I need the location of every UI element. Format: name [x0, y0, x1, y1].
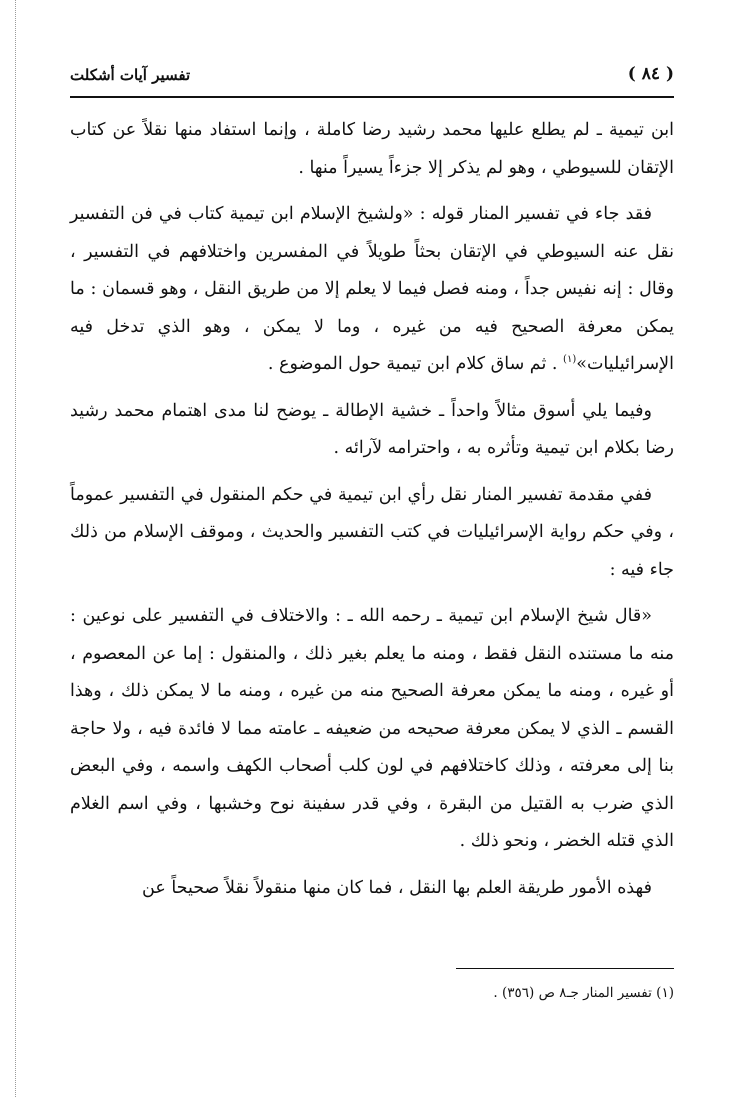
paragraph-2 — [70, 196, 674, 384]
footnote-reference[interactable]: (١) — [563, 354, 577, 366]
page-number: ( ٨٤ ) — [627, 64, 674, 84]
running-title: تفسير آيات أشكلت — [70, 66, 191, 84]
footnote: (١) تفسير المنار جـ٨ ص (٣٥٦) . — [493, 985, 674, 1001]
paragraph-2-text: فقد جاء في تفسير المنار قوله : «ولشيخ الإسلام ابن تيمية كتاب في فن التفسير نقل عنه السيوطي في الإتقان بحثاً طويلاً في المفسرين واختلافهم في التفسير ، وقال : إنه نفيس جداً ، ومنه فصل فيما لا يعلم إلا من طريق النقل ، وهو قسمان : ما يمكن معرفة الصحيح فيه من غيره ، وما لا يمكن ، وهو الذي تدخل فيه الإسرائيليات» — [70, 204, 674, 374]
page-binding-line — [15, 0, 16, 1097]
paragraph-6: فهذه الأمور طريقة العلم بها النقل ، فما كان منها منقولاً نقلاً صحيحاً عن — [142, 877, 652, 898]
paragraph-4: ففي مقدمة تفسير المنار نقل رأي ابن تيمية في حكم المنقول في التفسير عموماً ، وفي حكم رواية الإسرائيليات في كتب التفسير والحديث ، وموقف الإسلام من ذلك جاء فيه : — [70, 484, 674, 580]
paragraph-1: ابن تيمية ـ لم يطلع عليها محمد رشيد رضا كاملة ، وإنما استفاد منها نقلاً عن كتاب الإتقان للسيوطي ، وهو لم يذكر إلا جزءاً يسيراً منها . — [70, 120, 674, 178]
paragraph-3: وفيما يلي أسوق مثالاً واحداً ـ خشية الإطالة ـ يوضح لنا مدى اهتمام محمد رشيد رضا بكلام ابن تيمية وتأثره به ، واحترامه لآرائه . — [70, 400, 674, 458]
page-header — [70, 62, 674, 98]
footnote-separator — [456, 968, 674, 969]
page-body — [70, 112, 674, 907]
paragraph-2-continuation: . ثم ساق كلام ابن تيمية حول الموضوع . — [267, 354, 558, 374]
paragraph-5: «قال شيخ الإسلام ابن تيمية ـ رحمه الله ـ : والاختلاف في التفسير على نوعين : منه ما مستنده النقل فقط ، ومنه ما يعلم بغير ذلك ، والمنقول : إما عن المعصوم ، أو غيره ، ومنه ما يمكن معرفة الصحيح منه من غيره ، ومنه ما لا يمكن ذلك ، وهذا القسم ـ الذي لا يمكن معرفة صحيحه من ضعيفه ـ عامته مما لا فائدة فيه ، ولا حاجة بنا إلى معرفته ، وذلك كاختلافهم في لون كلب أصحاب الكهف واسمه ، وفي البعض الذي ضرب به القتيل من البقرة ، وفي قدر سفينة نوح وخشبها ، وفي اسم الغلام الذي قتله الخضر ، ونحو ذلك . — [70, 606, 674, 851]
